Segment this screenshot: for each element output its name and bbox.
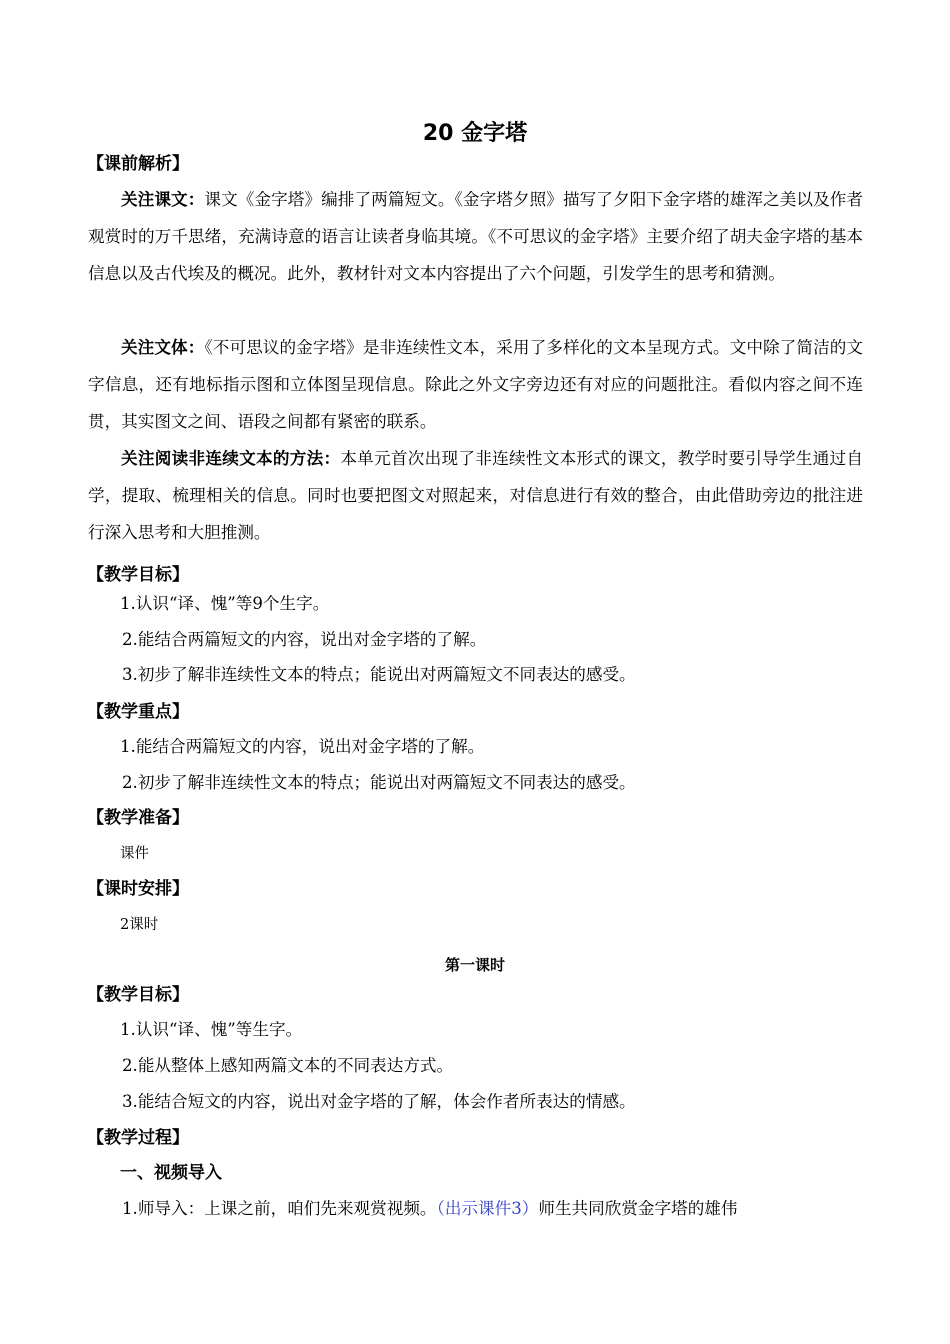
section-heading-process: 【教学过程】 <box>87 1128 189 1148</box>
step-text-intro: 1.师导入：上课之前，咱们先来观赏视频。 <box>122 1199 437 1218</box>
section-heading-lesson-goals: 【教学目标】 <box>87 985 189 1005</box>
paragraph-focus-text <box>88 181 863 292</box>
paragraph-lead: 关注文体： <box>121 338 205 357</box>
lesson-goal-item: 3.能结合短文的内容，说出对金字塔的了解，体会作者所表达的情感。 <box>122 1092 636 1111</box>
lesson-title: 第一课时 <box>444 956 505 974</box>
step-text-continued: 师生共同欣赏金字塔的雄伟 <box>538 1199 738 1218</box>
key-point-item: 2.初步了解非连续性文本的特点；能说出对两篇短文不同表达的感受。 <box>122 773 636 792</box>
preparation-text: 课件 <box>120 846 149 862</box>
lesson-goal-item: 2.能从整体上感知两篇文本的不同表达方式。 <box>122 1056 454 1075</box>
paragraph-focus-method <box>88 440 863 551</box>
step-text <box>122 1196 737 1222</box>
step-title: 一、视频导入 <box>120 1163 222 1183</box>
section-heading-preparation: 【教学准备】 <box>87 808 189 828</box>
key-point-item: 1.能结合两篇短文的内容，说出对金字塔的了解。 <box>120 737 485 756</box>
section-heading-goals: 【教学目标】 <box>87 565 189 585</box>
section-heading-pre-analysis: 【课前解析】 <box>87 154 189 174</box>
goal-item: 2.能结合两篇短文的内容，说出对金字塔的了解。 <box>122 630 487 649</box>
document-title: 20 金字塔 <box>422 121 528 146</box>
goal-item: 1.认识“译、愧”等9个生字。 <box>120 594 330 613</box>
schedule-text: 2课时 <box>120 917 159 933</box>
paragraph-body: 课文《金字塔》编排了两篇短文。《金字塔夕照》描写了夕阳下金字塔的雄浑之美以及作者观赏时的万千思绪，充满诗意的语言让读者身临其境。《不可思议的金字塔》主要介绍了胡夫金字塔的基本信息以及古代埃及的概况。此外，教材针对文本内容提出了六个问题，引发学生的思考和猜测。 <box>88 190 864 283</box>
paragraph-body: 本单元首次出现了非连续性文本形式的课文，教学时要引导学生通过自学，提取、梳理相关的信息。同时也要把图文对照起来，对信息进行有效的整合，由此借助旁边的批注进行深入思考和大胆推测。 <box>88 449 864 542</box>
paragraph-focus-genre <box>88 329 863 440</box>
section-heading-schedule: 【课时安排】 <box>87 879 189 899</box>
lesson-goal-item: 1.认识“译、愧”等生字。 <box>120 1020 303 1039</box>
section-heading-key-points: 【教学重点】 <box>87 702 189 722</box>
paragraph-lead: 关注阅读非连续文本的方法： <box>121 449 341 468</box>
goal-item: 3.初步了解非连续性文本的特点；能说出对两篇短文不同表达的感受。 <box>122 665 636 684</box>
courseware-reference-link[interactable]: （出示课件3） <box>436 1199 539 1218</box>
paragraph-body: 《不可思议的金字塔》是非连续性文本，采用了多样化的文本呈现方式。文中除了简洁的文字信息，还有地标指示图和立体图呈现信息。除此之外文字旁边还有对应的问题批注。看似内容之间不连贯，其实图文之间、语段之间都有紧密的联系。 <box>88 338 864 431</box>
paragraph-lead: 关注课文： <box>121 190 205 209</box>
